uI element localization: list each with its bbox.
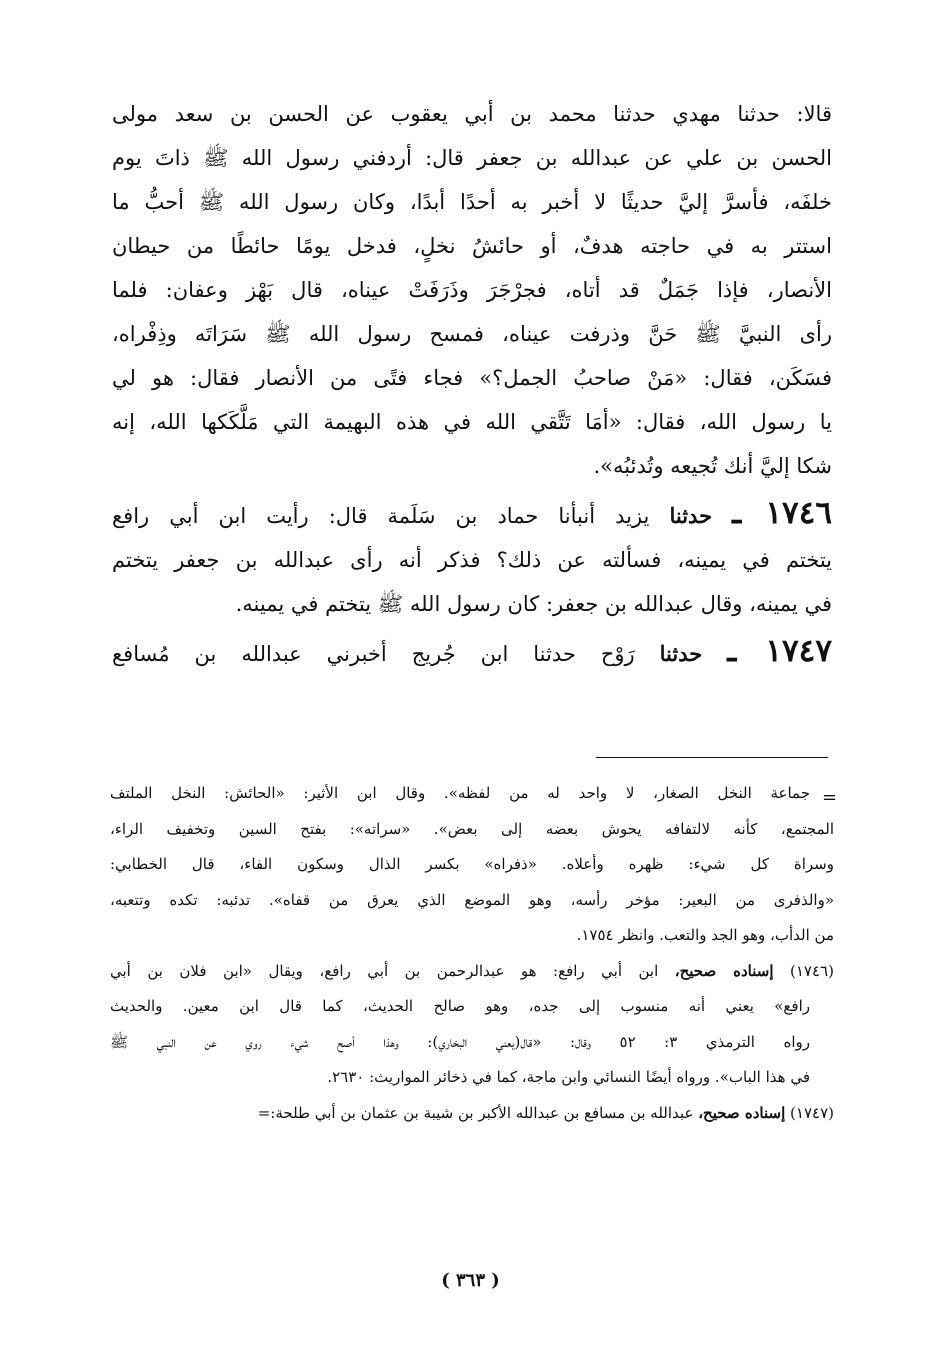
text-line: استتر به في حاجته هدفٌ، أو حائشُ نخلٍ، فدخل يومًا حائطًا من حيطان	[112, 234, 832, 258]
text-line: في يمينه، وقال عبدالله بن جعفر: كان رسول الله ﷺ يتختم في يمينه.	[235, 592, 832, 616]
footnote-line: وسراة كل شيء: ظهره وأعلاه. «ذفراه» بكسر الذال وسكون الفاء، قال الخطابي:	[110, 855, 834, 873]
hadith-lead-word: حدثنا	[659, 641, 703, 666]
hadith-lead-word: حدثنا	[669, 503, 713, 528]
footnote-label: إسناده صحيح،	[674, 961, 774, 980]
page-number: ( ٣٦٣ )	[441, 1270, 500, 1291]
footnote-line: من الدأب، وهو الجد والتعب. وانظر ١٧٥٤.	[576, 926, 834, 944]
text-line: قالا: حدثنا مهدي حدثنا محمد بن أبي يعقوب عن الحسن بن سعد مولى	[112, 102, 832, 126]
footnote-number: (١٧٤٦)	[790, 961, 834, 980]
footnote-line: جماعة النخل الصغار، لا واحد له من لفظه». وقال ابن الأثير: «الحائش: النخل الملتف	[110, 784, 810, 802]
text-line: يا رسول الله، فقال: «أمَا تَتَّقي الله في هذه البهيمة التي مَلَّكَكها الله، إنه	[112, 410, 832, 434]
footnote-text: عبدالله بن مسافع بن عبدالله الأكبر بن شيبة بن عثمان بن أبي طلحة:=	[257, 1103, 694, 1122]
footnote-line: المجتمع، كأنه لالتفافه يحوش بعضه إلى بعض». «سراته»: بفتح السين وتخفيف الراء،	[110, 819, 834, 838]
footnote-text: ابن أبي رافع: هو عبدالرحمن بن أبي رافع، ويقال «ابن فلان بن أبي	[110, 961, 659, 980]
footnote-1746	[110, 954, 834, 990]
footnote-separator	[596, 757, 828, 758]
footnote-continuation-mark: =	[822, 787, 838, 808]
footnote-1747	[110, 1096, 834, 1132]
text-line: رأى النبيَّ ﷺ حَنَّ وذرفت عيناه، فمسح رسول الله ﷺ سَرَاتَه وذِفْراه،	[112, 322, 832, 346]
text-line: الحسن بن علي عن عبدالله بن جعفر قال: أردفني رسول الله ﷺ ذاتَ يوم	[112, 146, 832, 170]
hadith-number: ١٧٤٦ ـ	[732, 495, 832, 531]
hadith-number: ١٧٤٧ ـ	[727, 633, 832, 669]
hadith-1746-heading	[112, 488, 832, 538]
footnote-line: رواه الترمذي ٣: ٥٢ وقال: «قال(يعني البخاري): وهذا أصح شيء روي عن النبي ﷺ	[110, 1032, 810, 1051]
footnote-number: (١٧٤٧)	[790, 1103, 834, 1122]
main-text	[112, 92, 832, 676]
hadith-text: يزيد أنبأنا حماد بن سَلَمة قال: رأيت ابن أبي رافع	[112, 504, 650, 528]
footnote-line: في هذا الباب». ورواه أيضًا النسائي وابن ماجة، كما في ذخائر المواريث: ٢٦٣٠.	[327, 1068, 810, 1086]
hadith-1747-heading	[112, 626, 832, 676]
text-line: يتختم في يمينه، فسألته عن ذلك؟ فذكر أنه رأى عبدالله بن جعفر يتختم	[112, 548, 832, 572]
text-line: الأنصار، فإذا جَمَلٌ قد أتاه، فجرْجَرَ وذَرَفَتْ عيناه، قال بَهْز وعفان: فلما	[112, 278, 832, 302]
footnote-line: رافع» يعني أنه منسوب إلى جده، وهو صالح الحديث، كما قال ابن معين. والحديث	[110, 997, 810, 1015]
text-line: شكا إليَّ أنك تُجيعه وتُدئبُه».	[593, 454, 832, 478]
footnote-line: «والذفرى من البعير: مؤخر رأسه، وهو الموضع الذي يعرق من قفاه». تدئبه: تكده وتتعبه،	[110, 890, 834, 909]
footnote-label: إسناده صحيح،	[698, 1103, 786, 1122]
footnotes	[110, 776, 834, 1131]
text-line: خلفَه، فأسرَّ إليَّ حديثًا لا أخبر به أحدًا أبدًا، وكان رسول الله ﷺ أحبُّ ما	[112, 190, 832, 214]
text-line: فسَكَن، فقال: «مَنْ صاحبُ الجمل؟» فجاء فتًى من الأنصار فقال: هو لي	[112, 366, 832, 390]
hadith-text: رَوْح حدثنا ابن جُريج أخبرني عبدالله بن مُسافع	[112, 642, 635, 666]
